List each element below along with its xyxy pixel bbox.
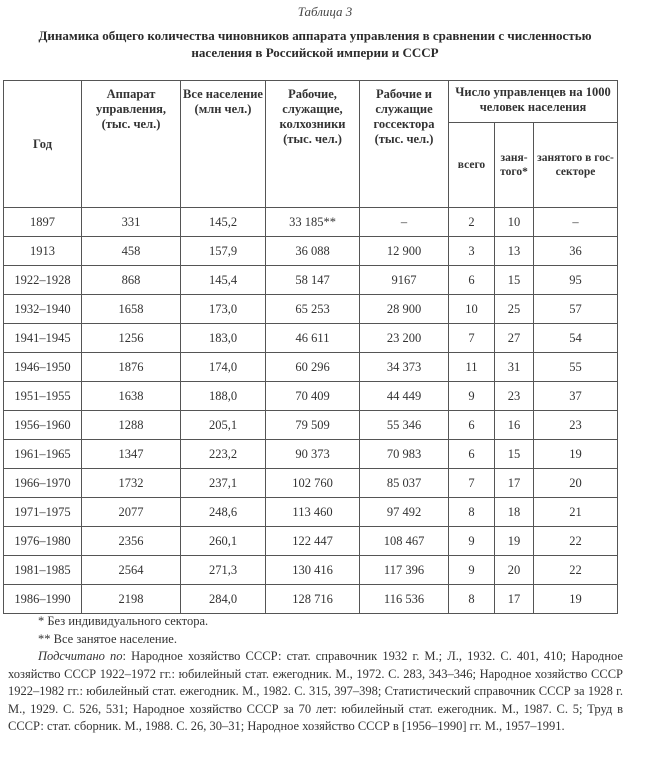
header-state-workers: Рабочие и служащие госсектора (тыс. чел.) [360,81,449,208]
cell-year: 1961–1965 [4,440,82,469]
cell-year: 1971–1975 [4,498,82,527]
cell-apparatus: 868 [82,266,181,295]
cell-population: 237,1 [181,469,266,498]
cell-per1000-state: – [534,208,618,237]
table-row [4,295,618,324]
table-row [4,527,618,556]
notes [8,613,623,736]
cell-population: 205,1 [181,411,266,440]
cell-per1000-total: 9 [449,382,495,411]
cell-workers: 90 373 [266,440,360,469]
table-row [4,440,618,469]
cell-per1000-total: 11 [449,353,495,382]
cell-state-workers: 9167 [360,266,449,295]
cell-apparatus: 1288 [82,411,181,440]
cell-apparatus: 331 [82,208,181,237]
cell-apparatus: 1256 [82,324,181,353]
cell-workers: 122 447 [266,527,360,556]
cell-per1000-state: 22 [534,556,618,585]
cell-state-workers: 44 449 [360,382,449,411]
cell-year: 1956–1960 [4,411,82,440]
cell-per1000-state: 37 [534,382,618,411]
cell-per1000-employed: 20 [495,556,534,585]
header-per1000-group: Число управленцев на 1000 человек населения [449,81,618,123]
cell-apparatus: 1876 [82,353,181,382]
cell-year: 1966–1970 [4,469,82,498]
cell-per1000-total: 3 [449,237,495,266]
source-note [8,648,623,736]
cell-apparatus: 2198 [82,585,181,614]
cell-per1000-employed: 25 [495,295,534,324]
table-row [4,237,618,266]
cell-per1000-total: 8 [449,585,495,614]
cell-year: 1922–1928 [4,266,82,295]
cell-apparatus: 2077 [82,498,181,527]
cell-workers: 58 147 [266,266,360,295]
cell-state-workers: 34 373 [360,353,449,382]
cell-per1000-total: 9 [449,527,495,556]
table-row [4,382,618,411]
footnote-1: * Без индивидуального сектора. [38,614,209,628]
cell-year: 1951–1955 [4,382,82,411]
cell-workers: 65 253 [266,295,360,324]
cell-state-workers: 12 900 [360,237,449,266]
cell-per1000-employed: 17 [495,469,534,498]
header-year: Год [4,81,82,208]
data-table [3,80,618,614]
cell-per1000-state: 54 [534,324,618,353]
cell-population: 183,0 [181,324,266,353]
cell-per1000-total: 6 [449,266,495,295]
cell-per1000-state: 55 [534,353,618,382]
cell-per1000-employed: 10 [495,208,534,237]
cell-per1000-total: 9 [449,556,495,585]
cell-state-workers: 108 467 [360,527,449,556]
cell-per1000-state: 19 [534,440,618,469]
cell-per1000-state: 57 [534,295,618,324]
cell-per1000-employed: 23 [495,382,534,411]
cell-population: 157,9 [181,237,266,266]
cell-population: 284,0 [181,585,266,614]
cell-per1000-total: 6 [449,411,495,440]
cell-year: 1941–1945 [4,324,82,353]
cell-state-workers: 28 900 [360,295,449,324]
cell-per1000-employed: 19 [495,527,534,556]
cell-workers: 128 716 [266,585,360,614]
cell-per1000-employed: 16 [495,411,534,440]
cell-per1000-employed: 27 [495,324,534,353]
cell-population: 260,1 [181,527,266,556]
cell-per1000-state: 21 [534,498,618,527]
table-row [4,266,618,295]
cell-per1000-total: 6 [449,440,495,469]
cell-population: 248,6 [181,498,266,527]
cell-population: 223,2 [181,440,266,469]
cell-per1000-total: 8 [449,498,495,527]
cell-state-workers: 55 346 [360,411,449,440]
cell-state-workers: 23 200 [360,324,449,353]
cell-year: 1976–1980 [4,527,82,556]
header-apparatus: Аппарат управления, (тыс. чел.) [82,81,181,208]
cell-apparatus: 1347 [82,440,181,469]
table-title: Динамика общего количества чиновников аппарата управления в сравнении с численностью населения в Российской империи и СССР [38,28,592,60]
cell-per1000-state: 95 [534,266,618,295]
cell-per1000-employed: 15 [495,440,534,469]
header-population: Все население (млн чел.) [181,81,266,208]
table-row [4,556,618,585]
cell-workers: 36 088 [266,237,360,266]
cell-per1000-total: 7 [449,324,495,353]
cell-population: 271,3 [181,556,266,585]
table-row [4,353,618,382]
cell-workers: 60 296 [266,353,360,382]
cell-state-workers: – [360,208,449,237]
table-row [4,208,618,237]
table-row [4,411,618,440]
source-label: Подсчитано по [38,649,123,663]
cell-state-workers: 70 983 [360,440,449,469]
cell-workers: 113 460 [266,498,360,527]
cell-per1000-total: 7 [449,469,495,498]
header-per1000-state: занятого в гос-секторе [534,123,618,208]
cell-population: 188,0 [181,382,266,411]
cell-year: 1897 [4,208,82,237]
cell-state-workers: 85 037 [360,469,449,498]
cell-workers: 70 409 [266,382,360,411]
cell-state-workers: 116 536 [360,585,449,614]
cell-state-workers: 97 492 [360,498,449,527]
cell-apparatus: 458 [82,237,181,266]
cell-apparatus: 2356 [82,527,181,556]
cell-year: 1986–1990 [4,585,82,614]
cell-per1000-total: 2 [449,208,495,237]
table-row [4,324,618,353]
cell-year: 1932–1940 [4,295,82,324]
cell-apparatus: 1732 [82,469,181,498]
table-row [4,585,618,614]
header-per1000-total: всего [449,123,495,208]
header-per1000-employed: заня-того* [495,123,534,208]
footnote-2: ** Все занятое население. [38,631,177,646]
cell-per1000-employed: 18 [495,498,534,527]
cell-per1000-state: 22 [534,527,618,556]
cell-per1000-state: 19 [534,585,618,614]
cell-year: 1946–1950 [4,353,82,382]
cell-apparatus: 2564 [82,556,181,585]
cell-per1000-employed: 13 [495,237,534,266]
cell-year: 1981–1985 [4,556,82,585]
source-text: : Народное хозяйство СССР: стат. справочник 1932 г. М.; Л., 1932. С. 401, 410; Народное хозяйство СССР 1922–1972 гг.: юбилейный стат. ежегодник. М., 1972. С. 283, 343–346; Народное хозяйство СССР 1922–1982 гг.: юбилейный стат. ежегодник. М., 1982. С. 315, 397–398; Статистический справочник СССР за 1928 г. М., 1929. С. 526, 531; Народное хозяйство СССР за 70 лет: юбилейный стат. ежегодник. М., 1987. С. 5; Труд в СССР: стат. сборник. М., 1988. С. 26, 30–31; Народное хозяйство СССР в [1956–1990] гг. М., 1957–1991. [8,649,623,733]
cell-workers: 46 611 [266,324,360,353]
cell-workers: 79 509 [266,411,360,440]
cell-apparatus: 1658 [82,295,181,324]
cell-per1000-employed: 15 [495,266,534,295]
cell-workers: 130 416 [266,556,360,585]
cell-workers: 102 760 [266,469,360,498]
cell-workers: 33 185** [266,208,360,237]
cell-population: 145,4 [181,266,266,295]
cell-population: 145,2 [181,208,266,237]
cell-per1000-employed: 31 [495,353,534,382]
cell-apparatus: 1638 [82,382,181,411]
cell-per1000-employed: 17 [495,585,534,614]
cell-per1000-total: 10 [449,295,495,324]
cell-population: 173,0 [181,295,266,324]
cell-per1000-state: 20 [534,469,618,498]
table-caption: Таблица 3 [297,4,353,19]
cell-year: 1913 [4,237,82,266]
table-row [4,498,618,527]
cell-population: 174,0 [181,353,266,382]
table-row [4,469,618,498]
cell-per1000-state: 36 [534,237,618,266]
header-workers: Рабочие, служащие, колхозники (тыс. чел.) [266,81,360,208]
cell-per1000-state: 23 [534,411,618,440]
cell-state-workers: 117 396 [360,556,449,585]
